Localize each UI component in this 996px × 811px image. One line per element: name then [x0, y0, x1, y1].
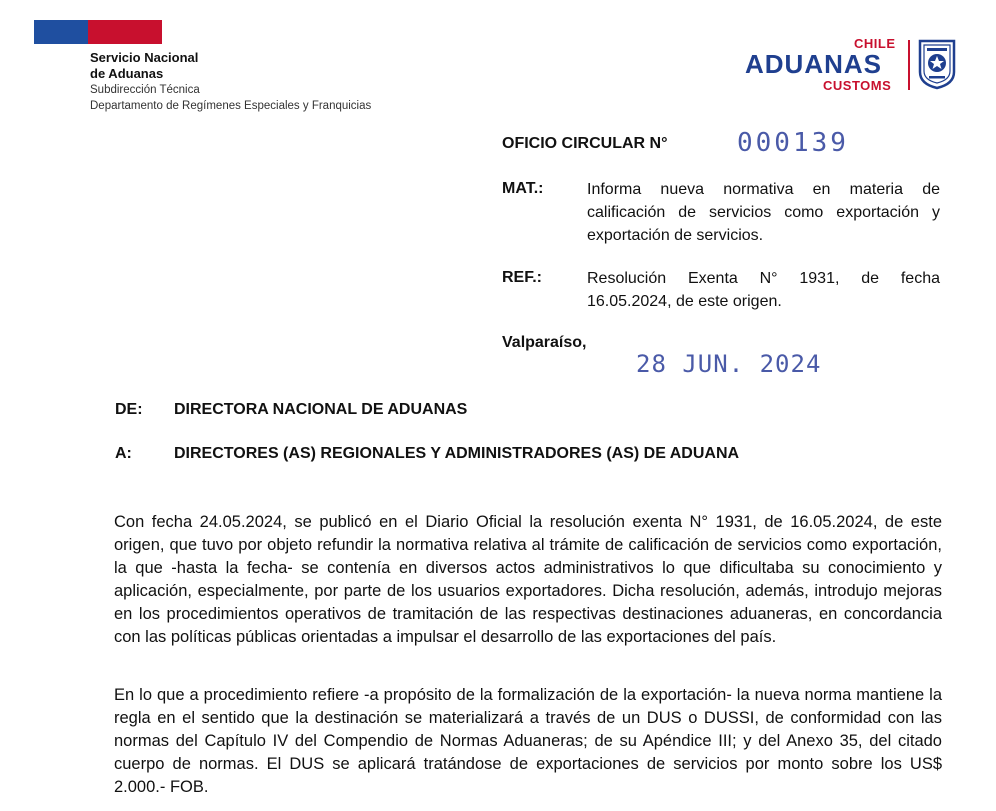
oficio-number-stamp: 000139: [737, 128, 849, 158]
body-paragraph-1: Con fecha 24.05.2024, se publicó en el Diario Oficial la resolución exenta N° 1931, de 16.05.2024, de este origen, que tuvo por objeto refundir la normativa relativa al trámite de calificación de servicios como exportación, la que -hasta la fecha- se contenía en diversos actos administrativos lo que dificultaba su conocimiento y aplicación, especialmente, por parte de los usuarios exportadores. Dicha resolución, además, introdujo mejoras en los procedimientos operativos de tramitación de las respectivas destinaciones aduaneras, en concordancia con las políticas públicas orientadas a impulsar el desarrollo de las exportaciones del país.: [114, 513, 942, 646]
a-value: DIRECTORES (AS) REGIONALES Y ADMINISTRADORES (AS) DE ADUANA: [174, 445, 740, 462]
department: Departamento de Regímenes Especiales y Franquicias: [90, 100, 372, 112]
mat-text: Informa nueva normativa en materia de calificación de servicios como exportación y exportación de servicios.: [587, 181, 940, 244]
ref-text: Resolución Exenta N° 1931, de fecha 16.05.2024, de este origen.: [587, 270, 940, 310]
aduanas-logo: [745, 36, 960, 94]
de-value: DIRECTORA NACIONAL DE ADUANAS: [174, 401, 468, 418]
date-stamp: 28 JUN. 2024: [636, 350, 822, 378]
flag-blue-segment: [34, 20, 88, 44]
logo-customs-text: CUSTOMS: [823, 78, 892, 93]
customs-badge-icon: [917, 38, 957, 90]
ref-label: REF.:: [502, 269, 542, 286]
place-label: Valparaíso,: [502, 334, 587, 351]
logo-aduanas-text: ADUANAS: [745, 49, 882, 79]
de-label: DE:: [115, 401, 143, 418]
org-name-line2: de Aduanas: [90, 66, 164, 81]
a-label: A:: [115, 445, 132, 462]
subdirection: Subdirección Técnica: [90, 84, 200, 96]
logo-chile-text: CHILE: [854, 36, 896, 51]
flag-red-segment: [88, 20, 162, 44]
issuer-block: [90, 50, 371, 114]
oficio-circular-label: OFICIO CIRCULAR N°: [502, 135, 668, 152]
body-paragraph-2: En lo que a procedimiento refiere -a propósito de la formalización de la exportación- la nueva norma mantiene la regla en el sentido que la destinación se materializará a través de un DUS o DUSSI, de conformidad con las normas del Capítulo IV del Compendio de Normas Aduaneras; de su Apéndice III; y del Anexo 35, del citado cuerpo de normas. El DUS se aplicará tratándose de exportaciones de servicios por monto sobre los US$ 2.000.- FOB.: [114, 686, 942, 796]
mat-label: MAT.:: [502, 180, 544, 197]
chile-flag-bar: [34, 20, 162, 44]
logo-divider: [908, 40, 910, 90]
org-name-line1: Servicio Nacional: [90, 50, 199, 65]
